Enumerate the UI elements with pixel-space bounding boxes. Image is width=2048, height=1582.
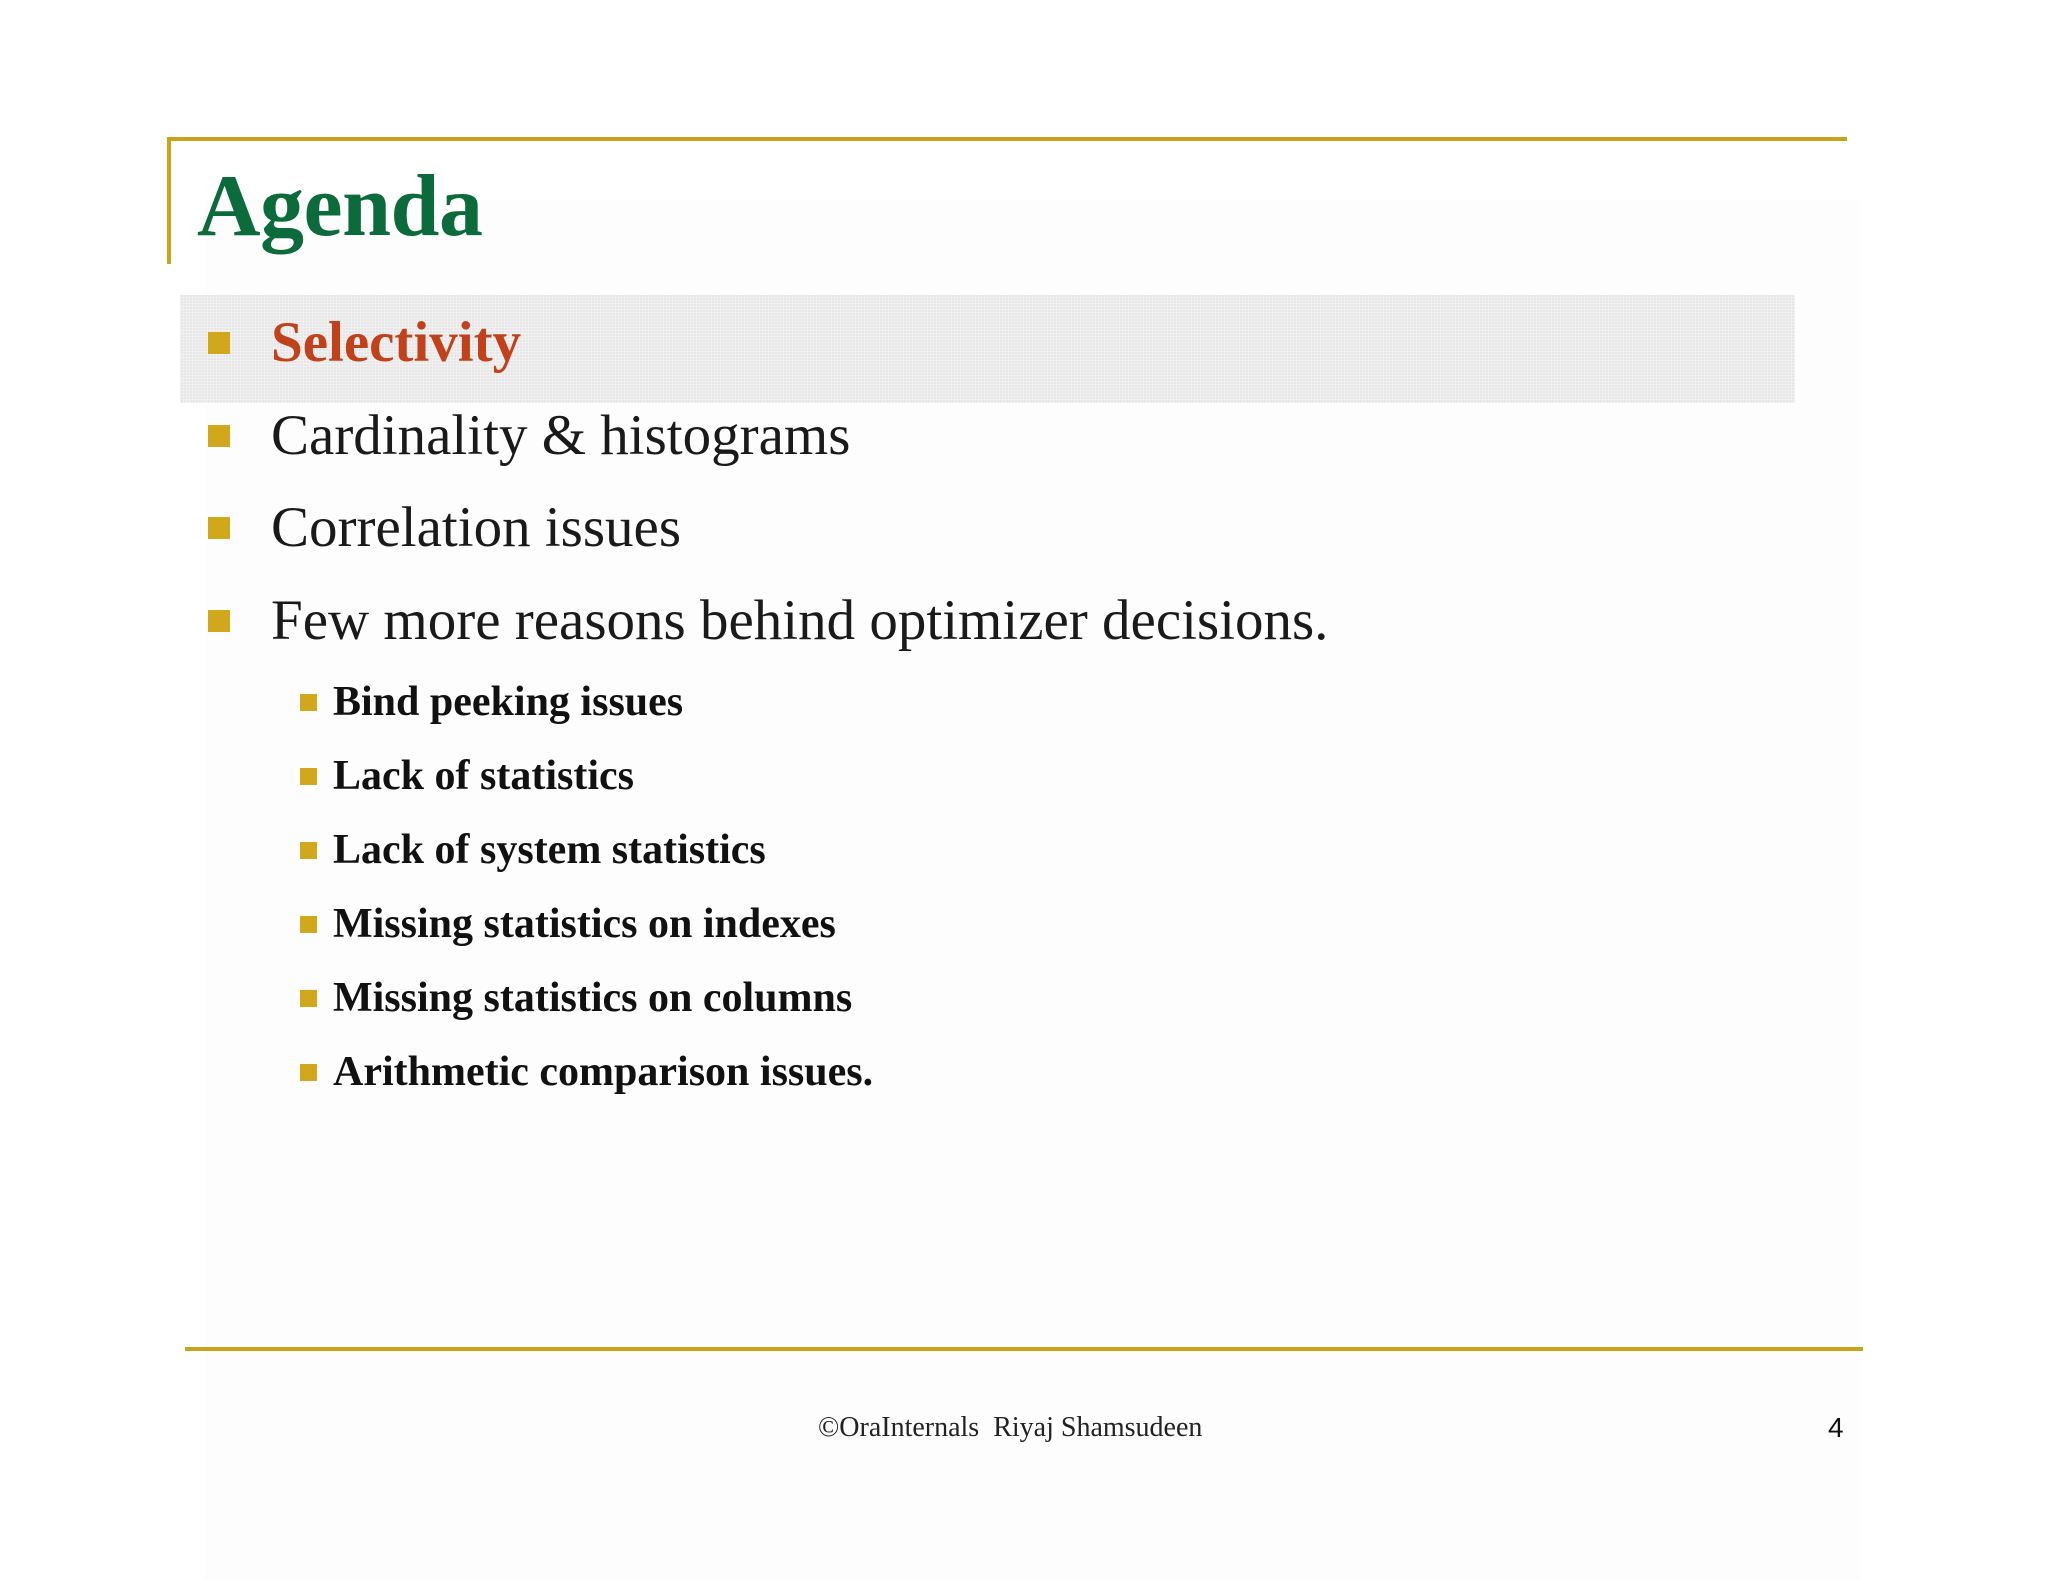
agenda-subitem-label: Missing statistics on columns [333,975,853,1021]
title-frame-left-rule [167,137,171,264]
agenda-item-label: Selectivity [271,311,522,374]
agenda-item-label: Few more reasons behind optimizer decisions. [271,589,1329,652]
agenda-subitem-label: Bind peeking issues [333,679,684,725]
square-bullet-icon [208,517,230,539]
page-number: 4 [1828,1412,1844,1443]
square-bullet-icon [300,842,317,859]
agenda-item-cardinality [208,404,851,467]
agenda-subitem-label: Arithmetic comparison issues. [333,1049,874,1095]
square-bullet-icon [300,990,317,1007]
agenda-item-optimizer-reasons [208,589,1329,652]
square-bullet-icon [300,1064,317,1081]
agenda-subitem-missing-index-statistics [300,903,836,945]
title-frame-top-rule [167,137,1847,141]
agenda-item-correlation [208,496,682,559]
slide-title: Agenda [197,158,483,255]
agenda-item-label: Correlation issues [271,496,682,559]
square-bullet-icon [208,610,230,632]
agenda-subitem-missing-column-statistics [300,977,852,1019]
agenda-subitem-lack-of-statistics [300,755,634,797]
agenda-subitem-label: Missing statistics on indexes [333,901,836,947]
agenda-subitem-label: Lack of system statistics [333,827,766,873]
footer-copyright: ©OraInternals Riyaj Shamsudeen [818,1412,1203,1443]
agenda-item-label: Cardinality & histograms [271,404,851,467]
agenda-subitem-arithmetic-comparison [300,1051,873,1093]
square-bullet-icon [208,425,230,447]
agenda-subitem-bind-peeking [300,681,683,723]
agenda-subitem-lack-of-system-statistics [300,829,766,871]
square-bullet-icon [300,768,317,785]
agenda-item-selectivity [208,311,522,374]
square-bullet-icon [300,916,317,933]
square-bullet-icon [208,332,230,354]
square-bullet-icon [300,694,317,711]
agenda-subitem-label: Lack of statistics [333,753,634,799]
footer-rule [185,1347,1863,1351]
